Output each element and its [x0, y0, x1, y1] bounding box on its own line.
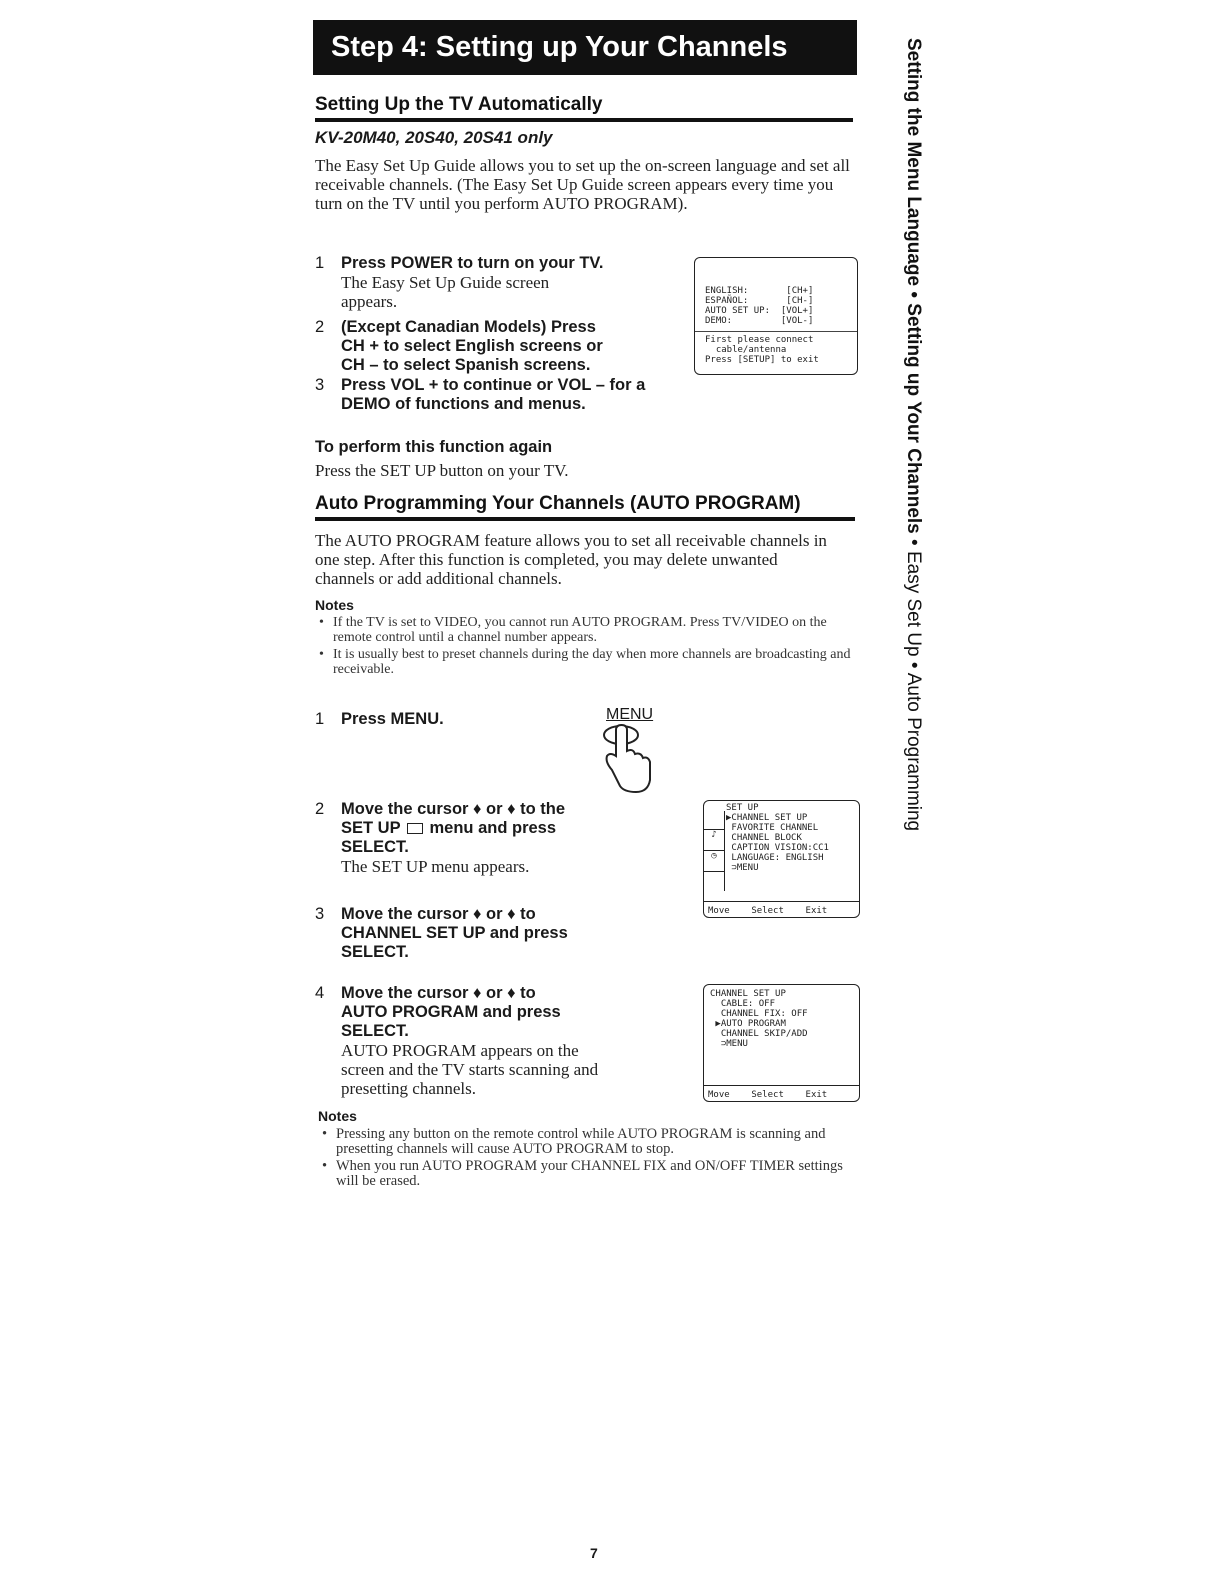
screen-row: ESPAÑOL: [CH-] [705, 296, 814, 306]
section2-step-4 [315, 984, 615, 1098]
screen-row: CHANNEL FIX: OFF [710, 1009, 808, 1019]
step-number: 2 [315, 318, 325, 336]
step-number: 2 [315, 800, 325, 818]
again-heading: To perform this function again [315, 438, 553, 456]
easy-setup-screen [694, 257, 858, 375]
step-number: 3 [315, 905, 325, 923]
note-item: • Pressing any button on the remote control while AUTO PROGRAM is scanning and presetting channels will cause AUTO PROGRAM to stop. [318, 1127, 858, 1157]
section2-intro: The AUTO PROGRAM feature allows you to set all receivable channels in one step. After this function is completed, you may delete unwanted channels or add additional channels. [315, 531, 827, 588]
section1-step-2 [315, 318, 615, 375]
section1-intro: The Easy Set Up Guide allows you to set up the on-screen language and set all receivable channels. (The Easy Set Up Guide screen appears every time you turn on the TV until you perform AUTO PROGRAM). [315, 156, 850, 213]
step-instruction: Move the cursor ♦ or ♦ to CHANNEL SET UP and press SELECT. [341, 905, 568, 961]
note-item: • If the TV is set to VIDEO, you cannot run AUTO PROGRAM. Press TV/VIDEO on the remote control until a channel number appears. [315, 615, 860, 645]
step-number: 3 [315, 376, 325, 394]
screen-row: AUTO SET UP: [VOL+] [705, 306, 814, 316]
section1-step-1 [315, 254, 660, 311]
screen-row: LANGUAGE: ENGLISH [726, 853, 824, 863]
pressing-hand-icon [590, 706, 670, 798]
screen-row: ▶AUTO PROGRAM [710, 1019, 786, 1029]
section2-step-2 [315, 800, 575, 876]
screen-footer: Move Select Exit [708, 1090, 828, 1100]
screen-row: CABLE: OFF [710, 999, 776, 1009]
note-item: • It is usually best to preset channels during the day when more channels are broadcasting and receivable. [315, 647, 860, 677]
page-title: Step 4: Setting up Your Channels [313, 20, 857, 75]
screen-row: ENGLISH: [CH+] [705, 286, 814, 296]
page-number: 7 [590, 1545, 598, 1561]
screen-footer: cable/antenna [705, 345, 787, 355]
screen-row: ⊃MENU [726, 863, 759, 873]
step-number: 4 [315, 984, 325, 1002]
step-number: 1 [315, 254, 325, 272]
side-tab-bold: Setting the Menu Language • Setting up Your Channels [903, 38, 924, 534]
step-description: The Easy Set Up Guide screen appears. [341, 273, 550, 311]
screen-row: CAPTION VISION:CC1 [726, 843, 829, 853]
notes-list [315, 615, 860, 679]
screen-footer: Press [SETUP] to exit [705, 355, 819, 365]
notes2-label: Notes [318, 1108, 357, 1124]
section1-heading: Setting Up the TV Automatically [315, 94, 603, 115]
screen-row: DEMO: [VOL-] [705, 316, 814, 326]
step-instruction: Move the cursor ♦ or ♦ to AUTO PROGRAM and press SELECT. [341, 984, 561, 1040]
models-subheading: KV-20M40, 20S40, 20S41 only [315, 128, 553, 147]
step-description: The SET UP menu appears. [341, 857, 530, 876]
setup-menu-screen [703, 800, 860, 918]
screen-row: ⊃MENU [710, 1039, 748, 1049]
menu-button-illustration [590, 706, 670, 798]
screen-row: CHANNEL SKIP/ADD [710, 1029, 808, 1039]
step-instruction: Move the cursor ♦ or ♦ to the SET UP [341, 800, 566, 837]
menu-icon-column: ♪ ◷ [704, 811, 725, 891]
screen-row: SET UP [726, 803, 759, 813]
step-description: AUTO PROGRAM appears on the screen and the TV starts scanning and presetting channels. [341, 1041, 599, 1098]
step-number: 1 [315, 710, 325, 728]
screen-row: CHANNEL SET UP [710, 989, 786, 999]
screen-footer: First please connect [705, 335, 814, 345]
section2-rule [315, 517, 855, 521]
notes2-list [318, 1127, 858, 1191]
section1-rule [315, 118, 853, 122]
channel-setup-screen [703, 984, 860, 1102]
side-tab-navigation [893, 38, 933, 878]
section2-heading: Auto Programming Your Channels (AUTO PROGRAM) [315, 493, 801, 514]
step-instruction: Press MENU. [341, 710, 444, 728]
step-instruction: (Except Canadian Models) Press CH + to select English screens or CH – to select Spanish screens. [341, 318, 603, 374]
menu-label: MENU [606, 706, 654, 723]
side-tab-normal: • Easy Set Up • Auto Programming [903, 533, 924, 832]
note-item: • When you run AUTO PROGRAM your CHANNEL FIX and ON/OFF TIMER settings will be erased. [318, 1159, 858, 1189]
step-instruction-cont: menu and press SELECT. [341, 819, 557, 856]
again-text: Press the SET UP button on your TV. [315, 461, 569, 480]
screen-row: CHANNEL BLOCK [726, 833, 802, 843]
screen-footer: Move Select Exit [708, 906, 828, 916]
step-instruction: Press VOL + to continue or VOL – for a DEMO of functions and menus. [341, 376, 646, 413]
section2-step-3 [315, 905, 585, 962]
screen-row: ▶CHANNEL SET UP [726, 813, 808, 823]
notes-label: Notes [315, 597, 354, 613]
section1-step-3 [315, 376, 660, 414]
setup-menu-icon [407, 823, 423, 834]
screen-row: FAVORITE CHANNEL [726, 823, 819, 833]
step-instruction: Press POWER to turn on your TV. [341, 254, 604, 272]
